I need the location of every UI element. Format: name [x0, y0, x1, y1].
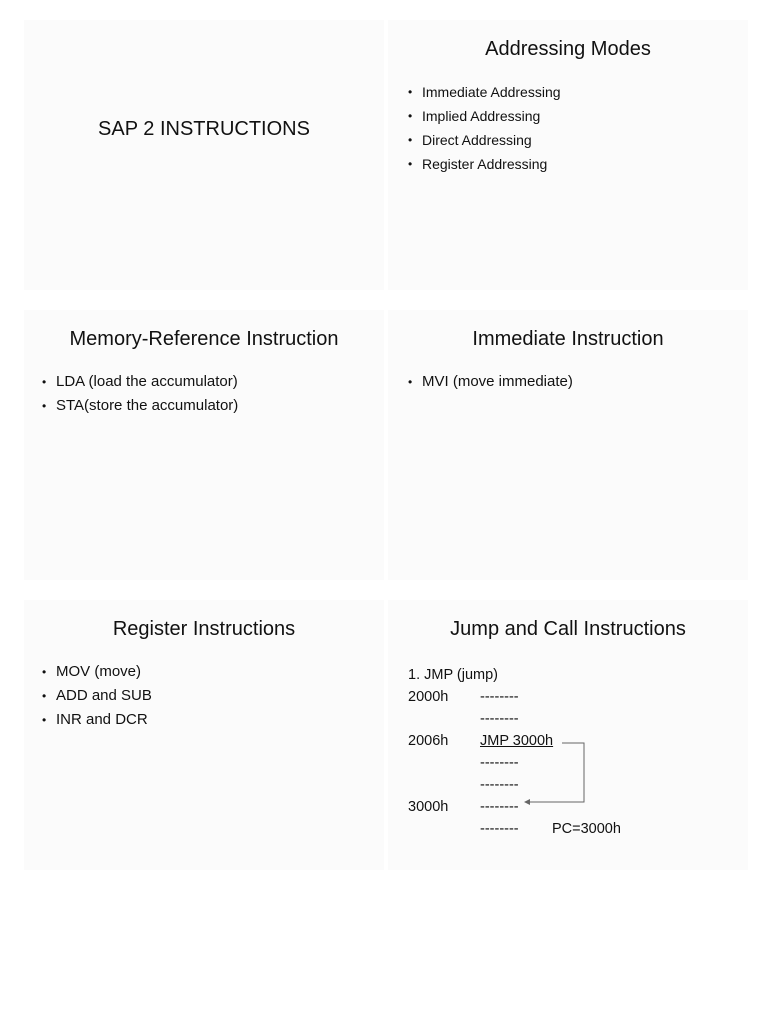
slide-immediate	[388, 310, 748, 580]
code-line: --------	[480, 777, 519, 793]
list-item: • LDA (load the accumulator)	[42, 370, 238, 394]
jmp-heading: 1. JMP (jump)	[408, 667, 498, 683]
list-item: • Register Addressing	[408, 152, 561, 176]
code-line: --------	[480, 821, 519, 837]
code-line: --------	[480, 689, 519, 705]
list-item: • Direct Addressing	[408, 128, 561, 152]
code-line: --------	[480, 755, 519, 771]
jmp-instruction: JMP 3000h	[480, 733, 554, 749]
list-item: • ADD and SUB	[42, 684, 152, 708]
pc-note: PC=3000h	[552, 821, 621, 837]
list-item: • INR and DCR	[42, 708, 152, 732]
list-item: • Implied Addressing	[408, 104, 561, 128]
register-list	[42, 660, 152, 732]
code-line: --------	[480, 711, 519, 727]
slide-heading: Addressing Modes	[485, 38, 651, 60]
deck-title: SAP 2 INSTRUCTIONS	[98, 118, 310, 140]
addressing-modes-list	[408, 80, 561, 176]
list-item: • Immediate Addressing	[408, 80, 561, 104]
slide-register	[24, 600, 384, 870]
addr-label: 3000h	[408, 799, 449, 815]
code-line: --------	[480, 799, 519, 815]
addr-label: 2006h	[408, 733, 449, 749]
slide-title	[24, 20, 384, 290]
slide-heading: Jump and Call Instructions	[450, 618, 686, 640]
slide-heading: Memory-Reference Instruction	[69, 328, 339, 350]
memory-reference-list	[42, 370, 238, 418]
list-item: • MVI (move immediate)	[408, 370, 573, 394]
slide-addressing-modes	[388, 20, 748, 290]
list-item: • STA(store the accumulator)	[42, 394, 238, 418]
slide-heading: Register Instructions	[112, 618, 296, 640]
slide-jump-call	[388, 600, 748, 870]
list-item: • MOV (move)	[42, 660, 152, 684]
immediate-list	[408, 370, 573, 394]
slide-heading: Immediate Instruction	[472, 328, 664, 350]
addr-label: 2000h	[408, 689, 449, 705]
slide-memory-reference	[24, 310, 384, 580]
